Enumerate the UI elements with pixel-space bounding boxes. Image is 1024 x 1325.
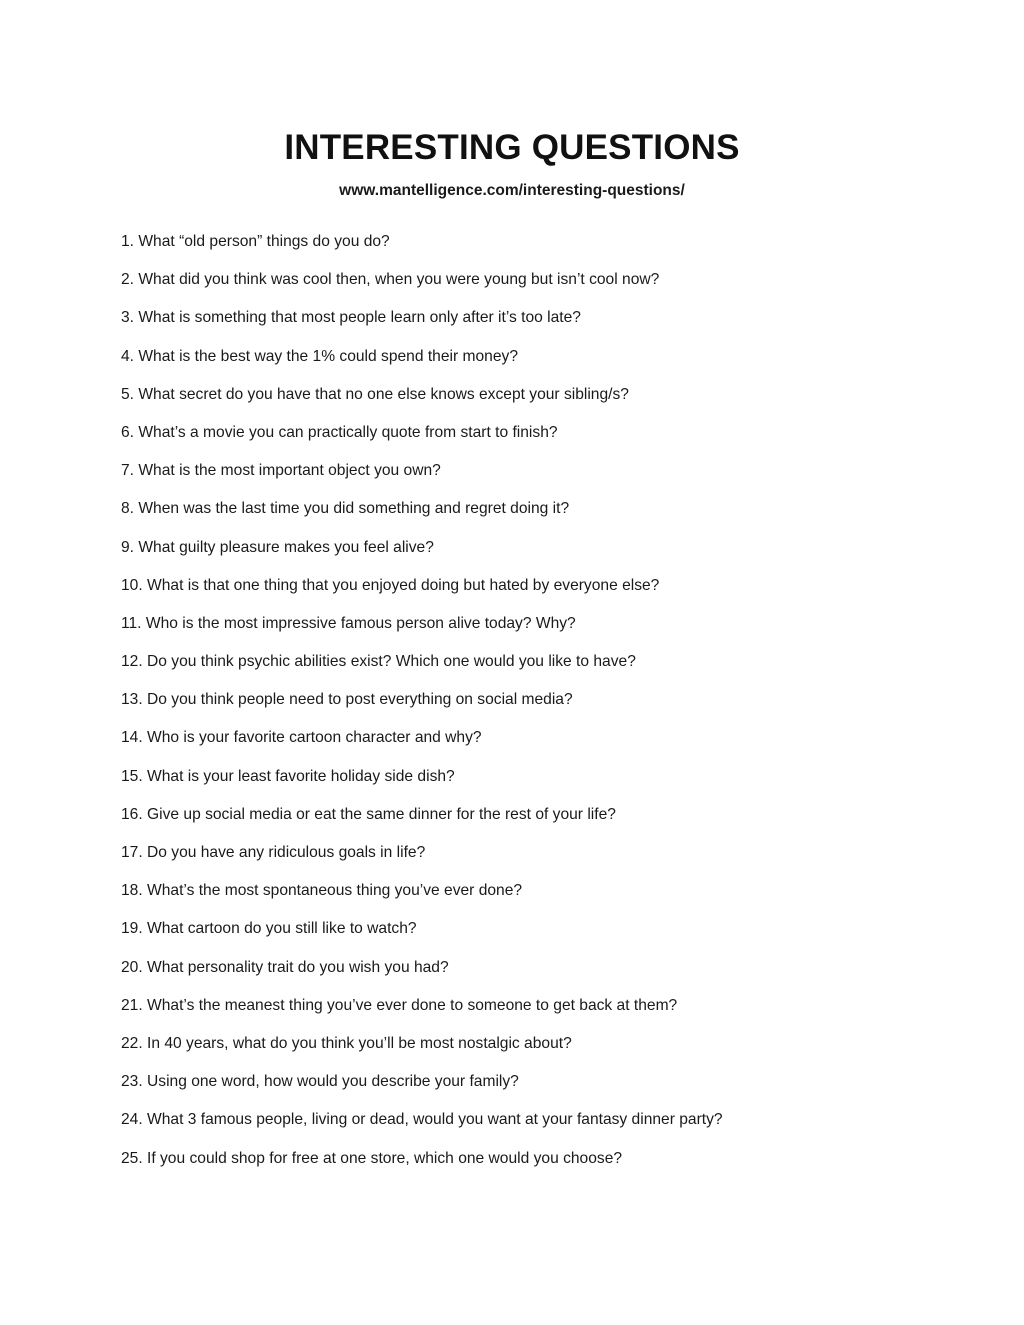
question-item: 6. What’s a movie you can practically quote from start to finish? — [121, 423, 558, 441]
page-title: INTERESTING QUESTIONS — [284, 128, 740, 167]
question-item: 3. What is something that most people learn only after it’s too late? — [121, 309, 581, 327]
question-list — [121, 230, 921, 1185]
question-item: 12. Do you think psychic abilities exist? Which one would you like to have? — [121, 653, 636, 671]
question-item: 21. What’s the meanest thing you’ve ever done to someone to get back at them? — [121, 996, 678, 1014]
question-item: 19. What cartoon do you still like to watch? — [121, 920, 417, 938]
question-item: 24. What 3 famous people, living or dead, would you want at your fantasy dinner party? — [121, 1111, 723, 1129]
source-url: www.mantelligence.com/interesting-questions/ — [339, 182, 685, 199]
question-item: 1. What “old person” things do you do? — [121, 233, 390, 250]
question-item: 14. Who is your favorite cartoon character and why? — [121, 729, 482, 747]
question-item: 16. Give up social media or eat the same dinner for the rest of your life? — [121, 805, 616, 823]
question-item: 2. What did you think was cool then, when you were young but isn’t cool now? — [121, 271, 660, 289]
question-item: 20. What personality trait do you wish you had? — [121, 958, 449, 976]
question-item: 15. What is your least favorite holiday side dish? — [121, 767, 455, 785]
question-item: 22. In 40 years, what do you think you’ll be most nostalgic about? — [121, 1034, 572, 1052]
question-item: 10. What is that one thing that you enjoyed doing but hated by everyone else? — [121, 576, 660, 594]
question-item: 11. Who is the most impressive famous person alive today? Why? — [121, 614, 576, 632]
question-item: 4. What is the best way the 1% could spend their money? — [121, 347, 518, 365]
question-item: 9. What guilty pleasure makes you feel alive? — [121, 538, 434, 556]
question-item: 25. If you could shop for free at one store, which one would you choose? — [121, 1149, 623, 1167]
question-item: 7. What is the most important object you own? — [121, 462, 441, 480]
question-item: 17. Do you have any ridiculous goals in life? — [121, 844, 426, 861]
question-item: 18. What’s the most spontaneous thing you’ve ever done? — [121, 882, 523, 900]
question-item: 23. Using one word, how would you describe your family? — [121, 1073, 519, 1091]
question-item: 13. Do you think people need to post everything on social media? — [121, 691, 573, 709]
question-item: 8. When was the last time you did something and regret doing it? — [121, 500, 570, 518]
question-item: 5. What secret do you have that no one else knows except your sibling/s? — [121, 385, 629, 403]
